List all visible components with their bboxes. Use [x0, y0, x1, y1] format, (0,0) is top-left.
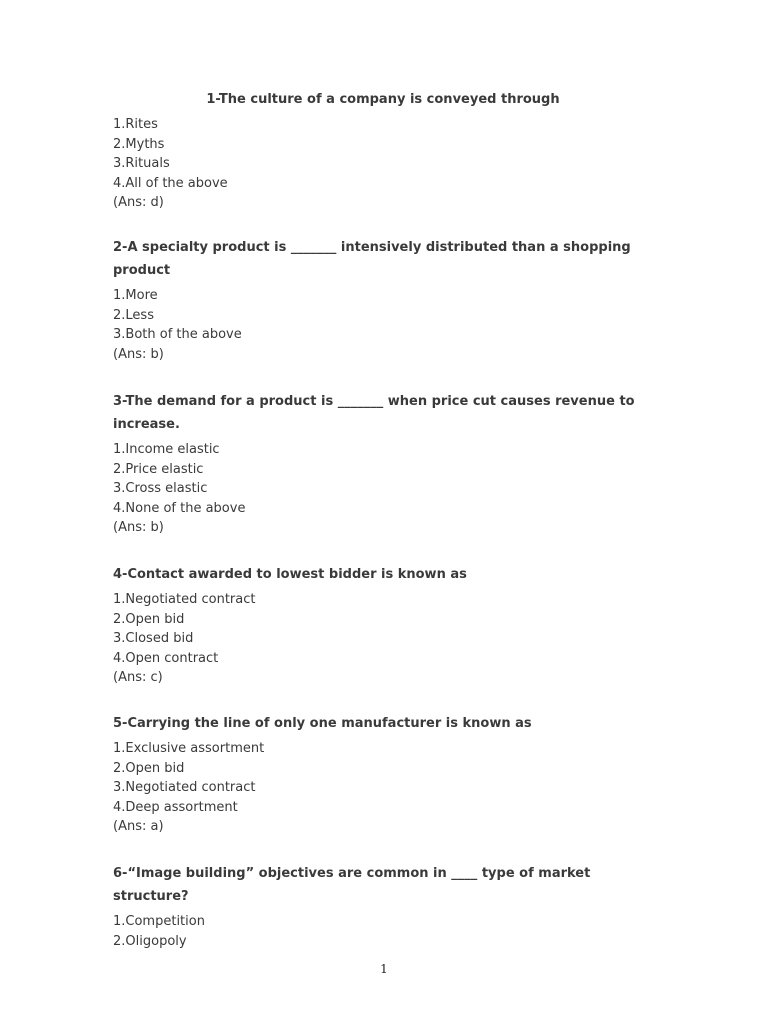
option: 1.More: [113, 288, 158, 303]
option: 2.Less: [113, 307, 154, 323]
answer: (Ans: a): [113, 819, 164, 835]
answer: (Ans: d): [113, 195, 164, 211]
option: 1.Exclusive assortment: [113, 741, 265, 756]
question-1: [113, 88, 653, 213]
option: 2.Myths: [113, 136, 165, 152]
option: 3.Both of the above: [113, 327, 242, 343]
question-title: 5-Carrying the line of only one manufacturer is known as: [113, 716, 532, 731]
option: 1.Rites: [113, 117, 158, 132]
page-number: 1: [380, 962, 388, 976]
option: 4.None of the above: [113, 500, 246, 516]
question-2: [113, 236, 653, 364]
question-title: 3-The demand for a product is _______ when price cut causes revenue to increase.: [113, 394, 635, 432]
question-title: 1-The culture of a company is conveyed through: [206, 92, 560, 107]
option: 4.Deep assortment: [113, 799, 238, 815]
question-title: 4-Contact awarded to lowest bidder is known as: [113, 567, 467, 582]
question-5: [113, 712, 653, 837]
option: 2.Open bid: [113, 760, 185, 776]
option: 3.Cross elastic: [113, 481, 208, 497]
option: 1.Negotiated contract: [113, 592, 256, 607]
option: 4.Open contract: [113, 650, 219, 666]
question-title: 2-A specialty product is _______ intensively distributed than a shopping product: [113, 240, 631, 278]
answer: (Ans: c): [113, 670, 163, 686]
option: 2.Price elastic: [113, 461, 204, 477]
option: 2.Open bid: [113, 611, 185, 627]
option: 3.Rituals: [113, 156, 170, 172]
answer: (Ans: b): [113, 520, 164, 536]
option: 3.Closed bid: [113, 631, 194, 647]
option: 1.Competition: [113, 914, 205, 929]
option: 3.Negotiated contract: [113, 780, 256, 796]
question-6: [113, 862, 653, 951]
option: 2.Oligopoly: [113, 933, 187, 949]
question-4: [113, 563, 653, 688]
question-title: 6-“Image building” objectives are common in ____ type of market structure?: [113, 866, 591, 904]
question-3: [113, 390, 653, 538]
answer: (Ans: b): [113, 346, 164, 362]
option: 4.All of the above: [113, 175, 228, 191]
option: 1.Income elastic: [113, 442, 220, 457]
